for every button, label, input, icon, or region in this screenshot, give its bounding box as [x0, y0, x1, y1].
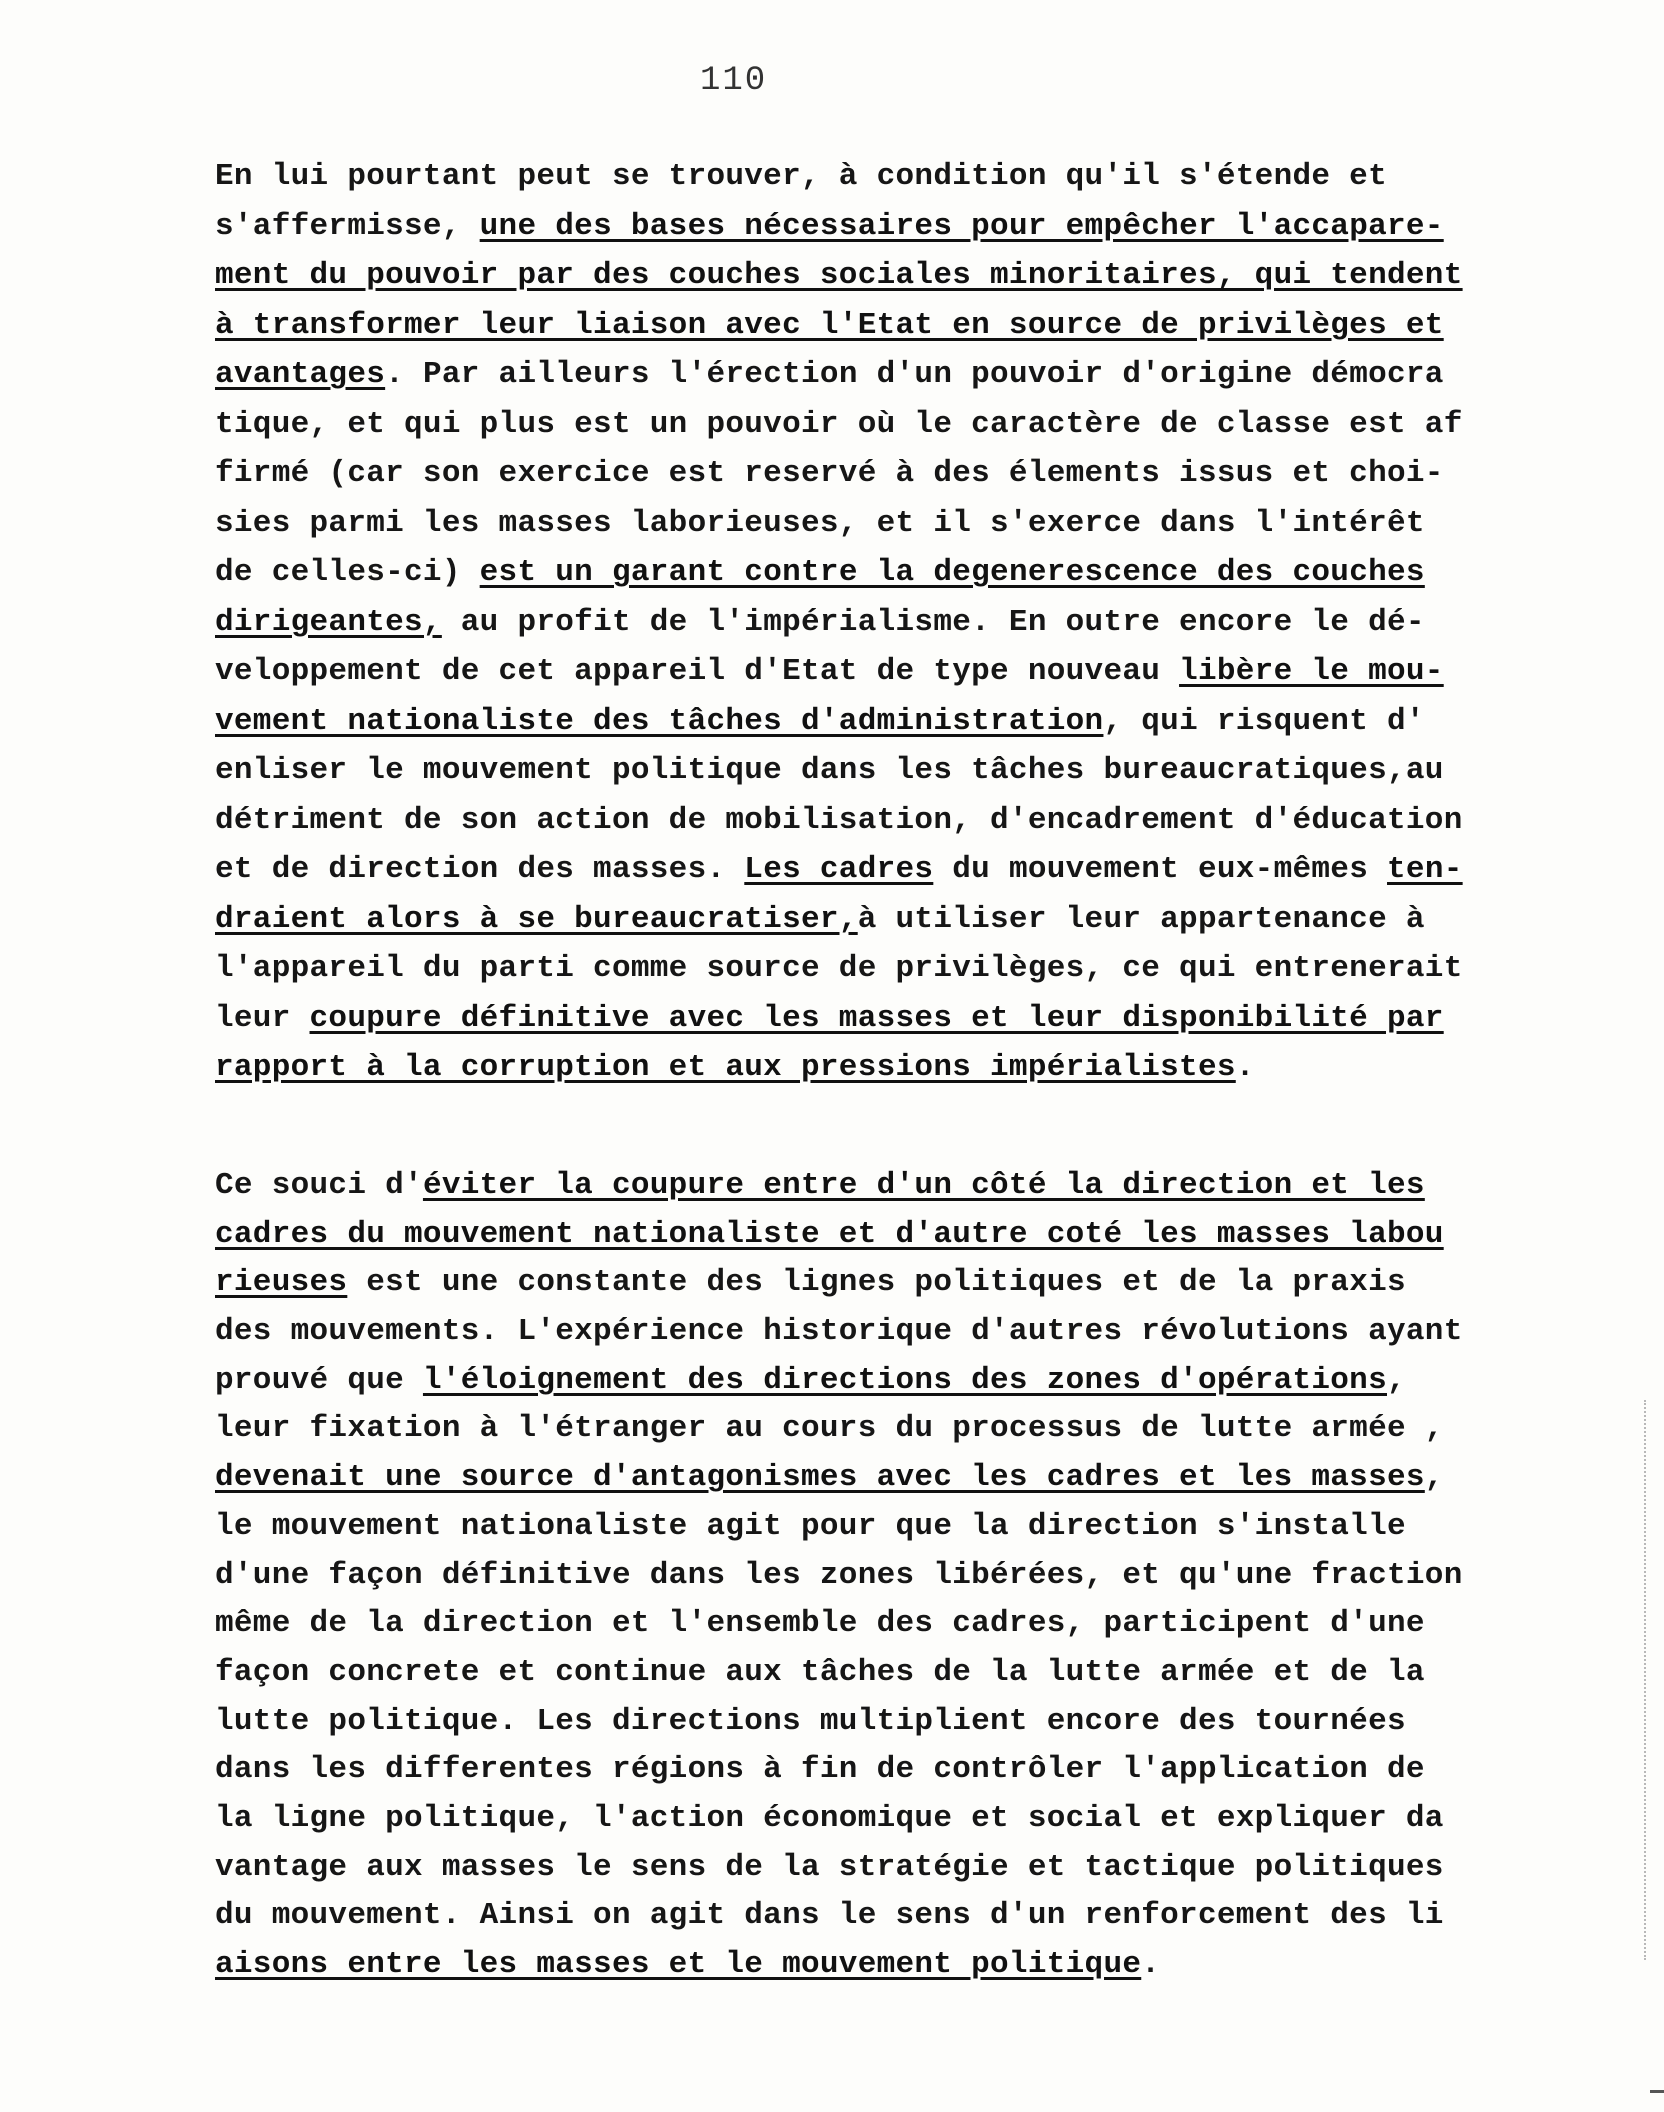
- underlined-text: dirigeantes,: [215, 604, 442, 640]
- text-line: [215, 746, 1575, 796]
- underlined-text: aisons entre les masses et le mouvement politique: [215, 1947, 1142, 1982]
- underlined-text: cadres du mouvement nationaliste et d'autre coté les masses labou: [215, 1216, 1444, 1252]
- corner-mark: [1650, 2090, 1664, 2093]
- paragraph-2: [215, 1162, 1575, 1990]
- underlined-text: coupure définitive avec les masses et leur disponibilité par: [309, 1000, 1444, 1036]
- text-segment: à utiliser leur appartenance à: [857, 901, 1425, 937]
- paragraph-1: [215, 152, 1575, 1093]
- text-line: [215, 1795, 1575, 1844]
- text-segment: du mouvement. Ainsi on agit dans le sens d'un renforcement des li: [215, 1898, 1444, 1934]
- text-line: [215, 1892, 1575, 1941]
- underlined-text: draient alors à se bureaucratiser,: [215, 901, 858, 937]
- text-line: [215, 1600, 1575, 1649]
- text-segment: est une constante des lignes politiques et de la praxis: [347, 1265, 1406, 1301]
- text-line: [215, 845, 1575, 895]
- text-line: [215, 1043, 1575, 1093]
- text-line: [215, 895, 1575, 945]
- text-segment: l'appareil du parti comme source de privilèges, ce qui entrenerait: [215, 951, 1463, 986]
- text-line: [215, 350, 1575, 400]
- text-segment: prouvé que: [215, 1362, 423, 1398]
- text-line: [215, 1211, 1575, 1260]
- text-segment: façon concrete et continue aux tâches de la lutte armée et de la: [215, 1654, 1425, 1690]
- text-line: [215, 449, 1575, 499]
- text-line: [215, 598, 1575, 648]
- text-segment: de celles-ci): [215, 555, 480, 590]
- text-line: [215, 400, 1575, 450]
- text-segment: tique, et qui plus est un pouvoir où le caractère de classe est af: [215, 406, 1463, 442]
- text-line: [215, 1357, 1575, 1406]
- underlined-text: Les cadres: [744, 852, 934, 887]
- text-line: [215, 301, 1575, 351]
- text-segment: Ce souci d': [215, 1168, 423, 1203]
- text-line: [215, 994, 1575, 1044]
- text-line: [215, 1649, 1575, 1698]
- underlined-text: avantages: [215, 357, 386, 392]
- text-line: [215, 796, 1575, 846]
- text-segment: .: [1235, 1050, 1255, 1085]
- text-segment: et de direction des masses.: [215, 852, 745, 887]
- text-segment: , qui risquent d': [1103, 703, 1425, 739]
- text-line: [215, 152, 1575, 202]
- underlined-text: l'éloignement des directions des zones d'opérations: [422, 1362, 1387, 1398]
- text-segment: s'affermisse,: [215, 208, 480, 244]
- text-line: [215, 499, 1575, 549]
- text-segment: .: [1141, 1947, 1161, 1982]
- page-number: 110: [700, 62, 768, 100]
- text-segment: d'une façon définitive dans les zones libérées, et qu'une fraction: [215, 1557, 1463, 1593]
- underlined-text: à transformer leur liaison avec l'Etat en source de privilèges et: [215, 307, 1444, 343]
- underlined-text: est un garant contre la degenerescence des couches: [479, 555, 1425, 590]
- text-segment: enliser le mouvement politique dans les tâches bureaucratiques,au: [215, 753, 1444, 788]
- text-segment: veloppement de cet appareil d'Etat de type nouveau: [215, 654, 1180, 689]
- underlined-text: une des bases nécessaires pour empêcher l'accapare-: [479, 208, 1444, 244]
- text-line: [215, 202, 1575, 252]
- text-line: [215, 697, 1575, 747]
- underlined-text: éviter la coupure entre d'un côté la direction et les: [422, 1168, 1425, 1203]
- text-line: [215, 1259, 1575, 1308]
- underlined-text: ten-: [1387, 852, 1463, 887]
- text-segment: vantage aux masses le sens de la stratégie et tactique politiques: [215, 1849, 1444, 1885]
- text-segment: détriment de son action de mobilisation, d'encadrement d'éducation: [215, 802, 1463, 838]
- underlined-text: rieuses: [215, 1265, 348, 1301]
- underlined-text: vement nationaliste des tâches d'administration: [215, 703, 1104, 739]
- text-segment: leur fixation à l'étranger au cours du processus de lutte armée ,: [215, 1411, 1444, 1447]
- text-line: [215, 1844, 1575, 1893]
- text-segment: . Par ailleurs l'érection d'un pouvoir d'origine démocra: [385, 357, 1444, 392]
- text-line: [215, 1698, 1575, 1747]
- text-line: [215, 1454, 1575, 1503]
- text-line: [215, 1405, 1575, 1454]
- text-line: [215, 1308, 1575, 1357]
- text-line: [215, 548, 1575, 598]
- underlined-text: ment du pouvoir par des couches sociales minoritaires, qui tendent: [215, 258, 1463, 293]
- text-segment: le mouvement nationaliste agit pour que la direction s'installe: [215, 1508, 1406, 1544]
- margin-dotted-mark: [1634, 1400, 1646, 1960]
- text-segment: lutte politique. Les directions multiplient encore des tournées: [215, 1703, 1406, 1739]
- text-segment: sies parmi les masses laborieuses, et il s'exerce dans l'intérêt: [215, 505, 1425, 541]
- text-line: [215, 647, 1575, 697]
- text-line: [215, 944, 1575, 994]
- text-segment: même de la direction et l'ensemble des cadres, participent d'une: [215, 1606, 1425, 1642]
- text-segment: des mouvements. L'expérience historique d'autres révolutions ayant: [215, 1314, 1463, 1350]
- underlined-text: rapport à la corruption et aux pressions impérialistes: [215, 1050, 1236, 1085]
- underlined-text: devenait une source d'antagonismes avec les cadres et les masses: [215, 1460, 1425, 1496]
- text-segment: du mouvement eux-mêmes: [933, 852, 1388, 887]
- text-segment: la ligne politique, l'action économique et social et expliquer da: [215, 1800, 1444, 1836]
- text-segment: au profit de l'impérialisme. En outre encore le dé-: [441, 604, 1425, 640]
- text-line: [215, 1552, 1575, 1601]
- underlined-text: libère le mou-: [1179, 654, 1444, 689]
- text-line: [215, 1503, 1575, 1552]
- text-segment: En lui pourtant peut se trouver, à condition qu'il s'étende et: [215, 159, 1387, 194]
- text-segment: ,: [1387, 1362, 1406, 1398]
- text-segment: firmé (car son exercice est reservé à des élements issus et choi-: [215, 456, 1444, 491]
- text-segment: ,: [1424, 1460, 1444, 1496]
- text-segment: leur: [215, 1000, 310, 1036]
- text-segment: dans les differentes régions à fin de contrôler l'application de: [215, 1752, 1425, 1788]
- text-line: [215, 1941, 1575, 1990]
- text-line: [215, 1746, 1575, 1795]
- text-line: [215, 251, 1575, 301]
- text-line: [215, 1162, 1575, 1211]
